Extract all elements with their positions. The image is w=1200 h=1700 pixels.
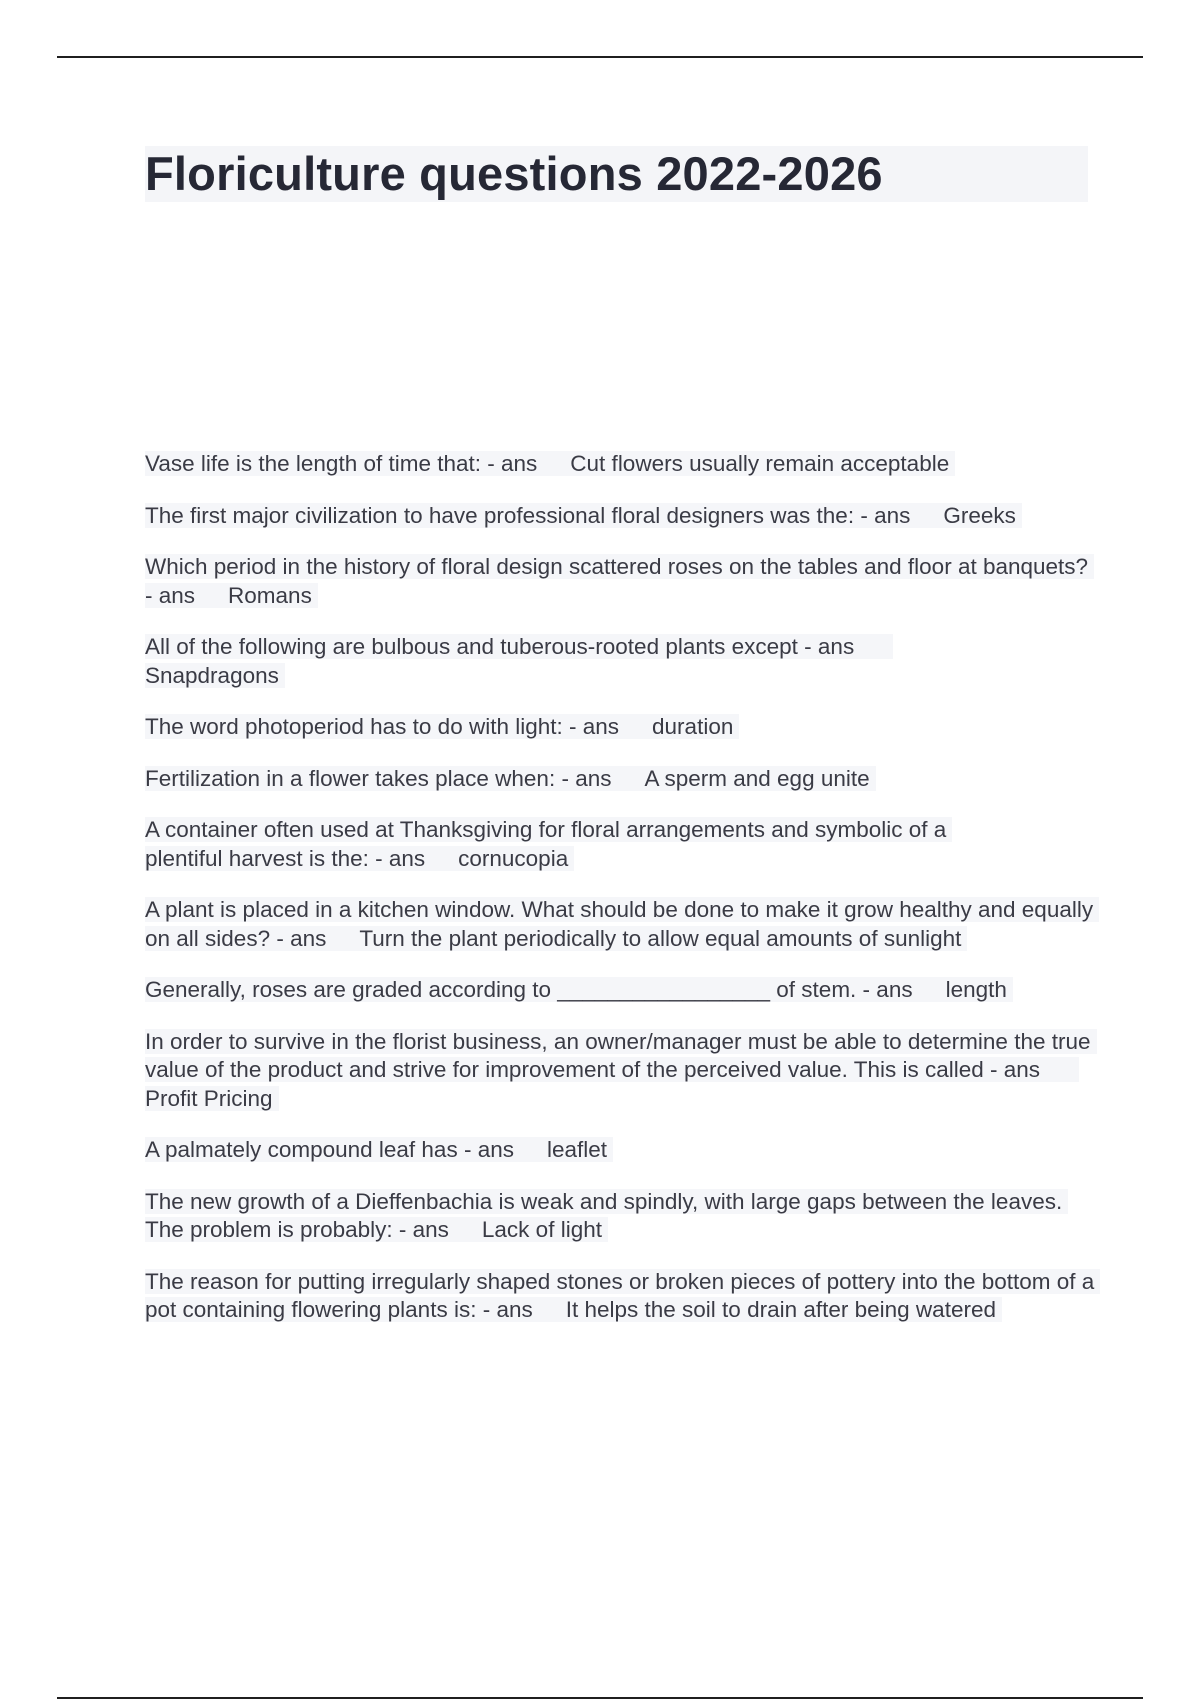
question-text: The reason for putting irregularly shaped stones or broken pieces of pottery into the bottom of a pot containing flowering plants is: - ans (145, 1268, 1095, 1322)
answer-text: Turn the plant periodically to allow equal amounts of sunlight (359, 925, 962, 951)
question-text: The word photoperiod has to do with light: - ans (145, 714, 620, 739)
question-text: Which period in the history of floral design scattered roses on the tables and floor at banquets? - ans (145, 554, 1089, 608)
bottom-rule (57, 1697, 1143, 1699)
qa-item (145, 1028, 1095, 1114)
qa-item (145, 816, 1025, 873)
title-block (145, 146, 1088, 202)
answer-text: length (945, 977, 1007, 1002)
question-text: Fertilization in a flower takes place when: - ans (145, 765, 612, 791)
question-text: All of the following are bulbous and tuberous-rooted plants except - ans (145, 634, 855, 659)
qa-item (145, 1268, 1095, 1325)
top-rule (57, 56, 1143, 58)
qa-item (145, 502, 1095, 531)
answer-text: A sperm and egg unite (644, 765, 870, 791)
qa-item (145, 1136, 1095, 1165)
answer-text: leaflet (546, 1137, 608, 1162)
qa-item (145, 633, 925, 690)
answer-text: Profit Pricing (145, 1085, 273, 1111)
question-text: In order to survive in the florist business, an owner/manager must be able to determine the true value of the product and strive for improvement of the perceived value. This is called - ans (145, 1028, 1091, 1082)
qa-item (145, 450, 1095, 479)
question-text: The first major civilization to have professional floral designers was the: - ans (145, 502, 911, 528)
answer-text: cornucopia (458, 845, 569, 871)
answer-text: Snapdragons (145, 662, 279, 688)
answer-text: Greeks (943, 502, 1016, 528)
qa-item (145, 896, 1095, 953)
answer-text: Lack of light (481, 1217, 602, 1242)
answer-text: duration (652, 714, 734, 739)
answer-text: Romans (228, 582, 312, 608)
qa-item (145, 976, 1095, 1005)
question-text: A container often used at Thanksgiving for floral arrangements and symbolic of a plentiful harvest is the: - ans (145, 817, 947, 871)
answer-text: It helps the soil to drain after being watered (565, 1297, 996, 1322)
qa-item (145, 553, 1095, 610)
qa-item (145, 713, 1095, 742)
question-text: Vase life is the length of time that: - ans (145, 451, 538, 476)
qa-list (145, 450, 1095, 1348)
question-text: A plant is placed in a kitchen window. What should be done to make it grow healthy and equally on all sides? - ans (145, 897, 1094, 951)
answer-text: Cut flowers usually remain acceptable (570, 451, 950, 476)
question-text: Generally, roses are graded according to _________________ of stem. - ans (145, 977, 913, 1002)
qa-item (145, 765, 1095, 794)
question-text: A palmately compound leaf has - ans (145, 1137, 514, 1162)
question-text: The new growth of a Dieffenbachia is weak and spindly, with large gaps between the leaves. The problem is probably: - ans (145, 1188, 1063, 1242)
qa-item (145, 1188, 1095, 1245)
page-title: Floriculture questions 2022-2026 (145, 147, 883, 200)
